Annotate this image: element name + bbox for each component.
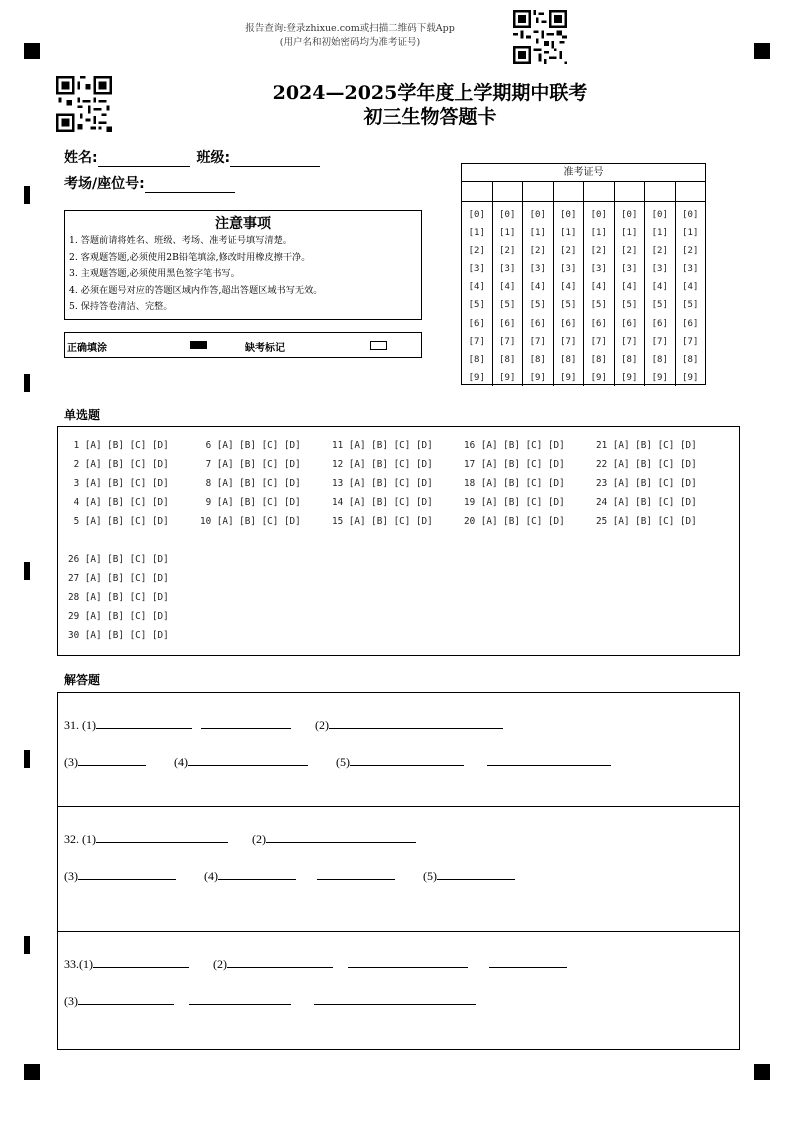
notice-item: 4. 必须在题号对应的答题区域内作答,超出答题区域书写无效。 [69, 284, 323, 296]
timing-mark [24, 562, 30, 580]
admission-digit-bubble[interactable]: [0] [651, 210, 668, 220]
admission-digit-bubble[interactable]: [3] [621, 264, 638, 275]
admission-digit-bubble[interactable]: [8] [651, 354, 668, 365]
q31-part1-blank-b[interactable] [201, 717, 291, 729]
admission-digit-bubble[interactable]: [8] [621, 354, 638, 365]
admission-digit-bubble[interactable]: [6] [560, 318, 577, 329]
exam-title: 2024—2025学年度上学期期中联考 [272, 82, 588, 104]
admission-write-cell[interactable] [523, 182, 554, 201]
q32-part1-blank[interactable] [96, 831, 228, 843]
timing-mark [24, 374, 30, 392]
corner-mark-bottom-left [24, 1064, 40, 1080]
q32-number: 32. [64, 832, 79, 846]
admission-digit-bubble[interactable]: [6] [682, 318, 699, 329]
admission-digit-bubble[interactable]: [1] [529, 228, 546, 239]
admission-digit-bubble[interactable]: [1] [590, 228, 607, 239]
absent-checkbox[interactable] [370, 341, 387, 350]
corner-mark-top-right [754, 43, 770, 59]
mc-question-row[interactable]: 3 [A] [B] [C] [D] [68, 478, 169, 489]
admission-digit-bubble[interactable]: [8] [529, 354, 546, 365]
admission-write-cell[interactable] [554, 182, 585, 201]
notice-heading: 注意事项 [215, 216, 271, 232]
admission-digit-bubble[interactable]: [5] [682, 300, 699, 311]
admission-digit-bubble[interactable]: [0] [468, 210, 485, 220]
mc-question-row[interactable]: 21 [A] [B] [C] [D] [596, 440, 697, 451]
q32-part2-blank[interactable] [266, 831, 416, 843]
admission-digit-bubble[interactable]: [8] [499, 354, 516, 365]
admission-digit-bubble[interactable]: [7] [529, 336, 546, 347]
admission-digit-bubble[interactable]: [9] [529, 372, 546, 383]
admission-digit-bubble[interactable]: [0] [682, 210, 699, 220]
admission-digit-bubble[interactable]: [6] [590, 318, 607, 329]
q31-part5-blank-a[interactable] [350, 754, 464, 766]
admission-write-cell[interactable] [645, 182, 676, 201]
mc-question-row[interactable]: 28 [A] [B] [C] [D] [68, 592, 169, 603]
admission-digit-bubble[interactable]: [4] [651, 282, 668, 293]
admission-digit-bubble[interactable]: [4] [468, 282, 485, 293]
mc-question-row[interactable]: 5 [A] [B] [C] [D] [68, 516, 169, 527]
admission-digit-column [676, 202, 706, 386]
admission-digit-bubble[interactable]: [3] [468, 264, 485, 275]
mc-question-row[interactable]: 29 [A] [B] [C] [D] [68, 611, 169, 622]
admission-digit-bubble[interactable]: [9] [682, 372, 699, 383]
admission-write-cell[interactable] [615, 182, 646, 201]
q33-part2-label: (2) [213, 957, 227, 971]
mc-question-row[interactable]: 13 [A] [B] [C] [D] [332, 478, 433, 489]
mc-question-row[interactable]: 16 [A] [B] [C] [D] [464, 440, 565, 451]
mc-question-row[interactable]: 18 [A] [B] [C] [D] [464, 478, 565, 489]
name-field[interactable] [98, 152, 190, 167]
notice-item: 1. 答题前请将姓名、班级、考场、准考证号填写清楚。 [69, 235, 292, 246]
admission-digit-bubble[interactable]: [5] [499, 300, 516, 311]
admission-digit-bubble[interactable]: [0] [560, 210, 577, 220]
admission-digit-bubble[interactable]: [2] [499, 246, 516, 257]
mc-question-row[interactable]: 7 [A] [B] [C] [D] [200, 459, 301, 470]
admission-digit-bubble[interactable]: [4] [499, 282, 516, 293]
notice-item: 3. 主观题答题,必须使用黑色签字笔书写。 [69, 268, 240, 279]
seat-field[interactable] [145, 178, 235, 193]
admission-digit-bubble[interactable]: [6] [529, 318, 546, 329]
admission-digit-bubble[interactable]: [7] [560, 336, 577, 347]
q31-part2-blank[interactable] [329, 717, 503, 729]
mc-question-row[interactable]: 11 [A] [B] [C] [D] [332, 440, 433, 451]
admission-digit-column [523, 202, 554, 386]
q33-part1-blank[interactable] [93, 956, 189, 968]
admission-digit-bubble[interactable]: [3] [590, 264, 607, 275]
q31-number: 31. [64, 718, 79, 732]
notice-item: 2. 客观题答题,必须使用2B铅笔填涂,修改时用橡皮擦干净。 [69, 251, 311, 263]
admission-digit-bubble[interactable]: [2] [621, 246, 638, 257]
q33-part1-label: (1) [79, 957, 93, 971]
q32-part4-blank-b[interactable] [317, 868, 395, 880]
admission-digit-bubble[interactable]: [3] [529, 264, 546, 275]
admission-number-grid [461, 163, 706, 385]
mc-question-row[interactable]: 9 [A] [B] [C] [D] [200, 497, 301, 508]
admission-digit-bubble[interactable]: [2] [682, 246, 699, 257]
admission-write-cells [462, 182, 705, 202]
q31-part5-blank-b[interactable] [487, 754, 611, 766]
mc-question-row[interactable]: 19 [A] [B] [C] [D] [464, 497, 565, 508]
admission-digit-bubble[interactable]: [0] [499, 210, 516, 220]
admission-digit-bubble[interactable]: [5] [560, 300, 577, 311]
admission-digit-bubble[interactable]: [4] [621, 282, 638, 293]
q33-part3-blank-b[interactable] [189, 993, 291, 1005]
mc-question-row[interactable]: 14 [A] [B] [C] [D] [332, 497, 433, 508]
admission-digit-bubble[interactable]: [7] [621, 336, 638, 347]
admission-digit-bubble[interactable]: [8] [560, 354, 577, 365]
q33-part2-blank-b[interactable] [348, 956, 468, 968]
admission-digit-bubble[interactable]: [9] [590, 372, 607, 383]
admission-digit-bubble[interactable]: [5] [621, 300, 638, 311]
timing-mark [24, 750, 30, 768]
q31-part2-label: (2) [315, 718, 329, 732]
admission-digit-column [462, 202, 493, 386]
admission-digit-bubble[interactable]: [7] [651, 336, 668, 347]
admission-digit-bubble[interactable]: [0] [590, 210, 607, 220]
admission-digit-bubble[interactable]: [4] [560, 282, 577, 293]
admission-digit-bubble[interactable]: [5] [468, 300, 485, 311]
admission-write-cell[interactable] [584, 182, 615, 201]
admission-digit-bubble[interactable]: [2] [590, 246, 607, 257]
admission-digit-bubble[interactable]: [9] [651, 372, 668, 383]
admission-digit-bubble[interactable]: [2] [529, 246, 546, 257]
admission-digit-column [493, 202, 524, 386]
mc-question-row[interactable]: 4 [A] [B] [C] [D] [68, 497, 169, 508]
admission-digit-column [645, 202, 676, 386]
class-field[interactable] [230, 152, 320, 167]
admission-digit-bubble[interactable]: [1] [621, 228, 638, 239]
q32-part4-label: (4) [204, 869, 218, 883]
admission-digit-bubble[interactable]: [0] [529, 210, 546, 220]
mc-question-row[interactable]: 8 [A] [B] [C] [D] [200, 478, 301, 489]
admission-digit-bubble[interactable]: [9] [499, 372, 516, 383]
mc-question-row[interactable]: 27 [A] [B] [C] [D] [68, 573, 169, 584]
admission-write-cell[interactable] [493, 182, 524, 201]
admission-digit-bubble[interactable]: [8] [682, 354, 699, 365]
qr-code-top [513, 10, 567, 64]
admission-digit-bubble[interactable]: [3] [651, 264, 668, 275]
admission-digit-column [584, 202, 615, 386]
q31-part1-label: (1) [82, 718, 96, 732]
mc-question-row[interactable]: 17 [A] [B] [C] [D] [464, 459, 565, 470]
admission-digit-bubble[interactable]: [6] [651, 318, 668, 329]
mc-question-row[interactable]: 20 [A] [B] [C] [D] [464, 516, 565, 527]
timing-mark [24, 186, 30, 204]
admission-digit-bubble[interactable]: [0] [621, 210, 638, 220]
admission-digit-bubble[interactable]: [3] [560, 264, 577, 275]
correct-fill-label: 正确填涂 [67, 343, 107, 354]
admission-digit-bubble[interactable]: [2] [651, 246, 668, 257]
q31-part4-blank[interactable] [188, 754, 308, 766]
mc-section-label: 单选题 [64, 408, 101, 422]
mc-question-row[interactable]: 22 [A] [B] [C] [D] [596, 459, 697, 470]
q33-part3-blank-a[interactable] [78, 993, 174, 1005]
q33-box [57, 931, 740, 1050]
q32-part3-blank[interactable] [78, 868, 176, 880]
corner-mark-bottom-right [754, 1064, 770, 1080]
mc-answer-area [57, 426, 740, 656]
answer-section-label: 解答题 [64, 673, 101, 687]
admission-digit-column [554, 202, 585, 386]
admission-heading: 准考证号 [462, 164, 705, 182]
q32-part3-label: (3) [64, 869, 78, 883]
admission-digit-bubble[interactable]: [1] [499, 228, 516, 239]
correct-fill-sample [190, 341, 207, 349]
q33-part2-blank-c[interactable] [489, 956, 567, 968]
admission-digit-bubble[interactable]: [6] [468, 318, 485, 329]
admission-digit-bubble[interactable]: [1] [651, 228, 668, 239]
exam-subtitle: 初三生物答题卡 [363, 106, 497, 128]
q31-part3-blank[interactable] [78, 754, 146, 766]
admission-digit-bubble[interactable]: [7] [682, 336, 699, 347]
admission-digit-bubble[interactable]: [7] [468, 336, 485, 347]
admission-digit-bubble[interactable]: [4] [590, 282, 607, 293]
admission-digit-bubble[interactable]: [8] [590, 354, 607, 365]
absent-label: 缺考标记 [245, 343, 285, 354]
q32-part5-blank[interactable] [437, 868, 515, 880]
seat-row [64, 173, 235, 193]
password-hint: (用户名和初始密码均为准考证号) [279, 37, 421, 48]
q32-part1-label: (1) [82, 832, 96, 846]
q32-box [57, 806, 740, 932]
admission-digit-bubble[interactable]: [3] [682, 264, 699, 275]
seat-label: 考场/座位号: [64, 176, 145, 192]
admission-digit-bubble[interactable]: [2] [560, 246, 577, 257]
admission-digit-bubble[interactable]: [5] [529, 300, 546, 311]
notice-item: 5. 保持答卷清洁、完整。 [69, 301, 173, 312]
corner-mark-top-left [24, 43, 40, 59]
q33-number: 33. [64, 957, 79, 971]
admission-digit-bubble[interactable]: [9] [468, 372, 485, 383]
notice-box [64, 210, 422, 320]
admission-digit-bubble[interactable]: [5] [590, 300, 607, 311]
qr-code-left [56, 76, 112, 132]
mc-question-row[interactable]: 30 [A] [B] [C] [D] [68, 630, 169, 641]
admission-digit-bubble[interactable]: [9] [560, 372, 577, 383]
admission-digit-bubble[interactable]: [7] [590, 336, 607, 347]
timing-mark [24, 936, 30, 954]
admission-digit-bubble[interactable]: [6] [499, 318, 516, 329]
admission-digit-bubble[interactable]: [1] [468, 228, 485, 239]
mc-question-row[interactable]: 2 [A] [B] [C] [D] [68, 459, 169, 470]
q31-part1-blank-a[interactable] [96, 717, 192, 729]
q31-part5-label: (5) [336, 755, 350, 769]
fill-sample-box [64, 332, 422, 358]
admission-write-cell[interactable] [462, 182, 493, 201]
mc-question-row[interactable]: 23 [A] [B] [C] [D] [596, 478, 697, 489]
admission-digit-bubble[interactable]: [1] [560, 228, 577, 239]
mc-question-row[interactable]: 25 [A] [B] [C] [D] [596, 516, 697, 527]
mc-question-row[interactable]: 6 [A] [B] [C] [D] [200, 440, 301, 451]
admission-digit-bubble[interactable]: [7] [499, 336, 516, 347]
name-label: 姓名: [64, 150, 98, 166]
report-hint: 报告查询:登录zhixue.com或扫描二维码下载App [245, 23, 455, 34]
admission-digit-bubble[interactable]: [3] [499, 264, 516, 275]
q32-part4-blank-a[interactable] [218, 868, 296, 880]
q32-part5-label: (5) [423, 869, 437, 883]
name-class-row [64, 147, 320, 167]
q31-box [57, 692, 740, 807]
q33-part2-blank-a[interactable] [227, 956, 333, 968]
admission-digit-bubble[interactable]: [6] [621, 318, 638, 329]
q31-part4-label: (4) [174, 755, 188, 769]
admission-write-cell[interactable] [676, 182, 706, 201]
mc-question-row[interactable]: 12 [A] [B] [C] [D] [332, 459, 433, 470]
admission-digit-bubble[interactable]: [2] [468, 246, 485, 257]
admission-digit-bubble[interactable]: [4] [682, 282, 699, 293]
admission-digit-bubble[interactable]: [5] [651, 300, 668, 311]
admission-digit-bubble[interactable]: [4] [529, 282, 546, 293]
admission-digit-column [615, 202, 646, 386]
class-label: 班级: [196, 150, 231, 166]
admission-digit-bubble[interactable]: [1] [682, 228, 699, 239]
q33-part3-blank-c[interactable] [314, 993, 476, 1005]
admission-digit-bubble[interactable]: [8] [468, 354, 485, 365]
q32-part2-label: (2) [252, 832, 266, 846]
mc-question-row[interactable]: 10 [A] [B] [C] [D] [200, 516, 301, 527]
admission-digit-bubble[interactable]: [9] [621, 372, 638, 383]
mc-question-row[interactable]: 26 [A] [B] [C] [D] [68, 554, 169, 565]
q33-part3-label: (3) [64, 994, 78, 1008]
mc-question-row[interactable]: 24 [A] [B] [C] [D] [596, 497, 697, 508]
mc-question-row[interactable]: 1 [A] [B] [C] [D] [68, 440, 169, 451]
q31-part3-label: (3) [64, 755, 78, 769]
mc-question-row[interactable]: 15 [A] [B] [C] [D] [332, 516, 433, 527]
